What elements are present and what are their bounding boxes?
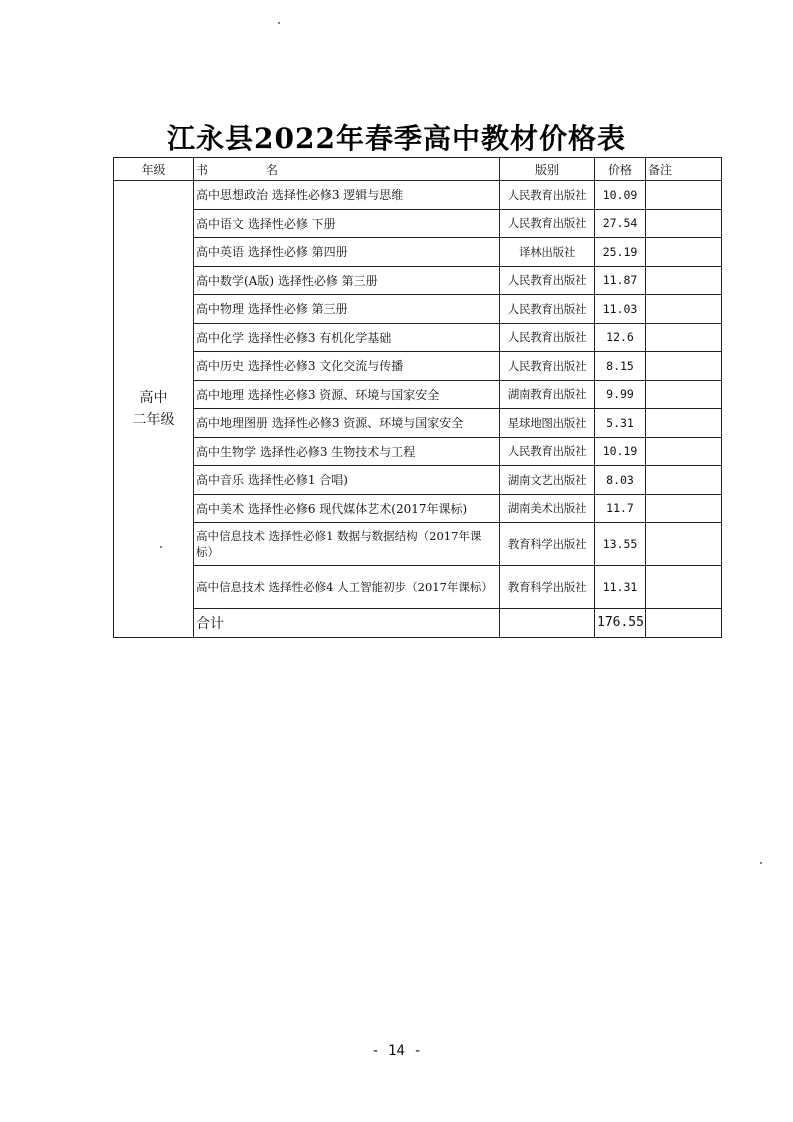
note-cell <box>646 494 722 523</box>
note-cell <box>646 409 722 438</box>
note-cell <box>646 466 722 495</box>
book-name-cell: 高中地理图册 选择性必修3 资源、环境与国家安全 <box>194 409 500 438</box>
scan-speck <box>760 862 762 864</box>
table-row <box>114 295 722 324</box>
note-cell <box>646 181 722 210</box>
price-cell: 5.31 <box>595 409 646 438</box>
table-row <box>114 266 722 295</box>
note-cell <box>646 266 722 295</box>
publisher-cell: 人民教育出版社 <box>500 352 595 381</box>
header-price: 价格 <box>595 158 646 181</box>
total-value: 176.55 <box>595 609 646 638</box>
grade-line-1: 高中 <box>139 389 168 406</box>
book-name-cell: 高中英语 选择性必修 第四册 <box>194 238 500 267</box>
header-book-prefix: 书 <box>196 162 209 177</box>
total-label: 合计 <box>194 609 500 638</box>
book-name-cell: 高中化学 选择性必修3 有机化学基础 <box>194 323 500 352</box>
note-cell <box>646 323 722 352</box>
publisher-cell: 人民教育出版社 <box>500 181 595 210</box>
textbook-price-table <box>113 157 722 638</box>
table-row <box>114 566 722 609</box>
table-row <box>114 238 722 267</box>
book-name-cell: 高中音乐 选择性必修1 合唱) <box>194 466 500 495</box>
note-cell <box>646 352 722 381</box>
grade-line-2: 二年级 <box>132 411 175 428</box>
price-cell: 10.19 <box>595 437 646 466</box>
header-note: 备注 <box>646 158 722 181</box>
book-name-cell: 高中地理 选择性必修3 资源、环境与国家安全 <box>194 380 500 409</box>
publisher-cell: 译林出版社 <box>500 238 595 267</box>
table-row <box>114 181 722 210</box>
header-book-name <box>194 158 500 181</box>
note-cell <box>646 566 722 609</box>
table-row <box>114 494 722 523</box>
note-cell <box>646 209 722 238</box>
table-row <box>114 323 722 352</box>
price-cell: 9.99 <box>595 380 646 409</box>
publisher-cell: 人民教育出版社 <box>500 295 595 324</box>
price-cell: 11.31 <box>595 566 646 609</box>
price-cell: 10.09 <box>595 181 646 210</box>
book-name-cell: 高中美术 选择性必修6 现代媒体艺术(2017年课标) <box>194 494 500 523</box>
total-row <box>114 609 722 638</box>
book-name-cell: 高中数学(A版) 选择性必修 第三册 <box>194 266 500 295</box>
book-name-cell: 高中思想政治 选择性必修3 逻辑与思维 <box>194 181 500 210</box>
note-cell <box>646 380 722 409</box>
publisher-cell: 教育科学出版社 <box>500 566 595 609</box>
note-cell <box>646 437 722 466</box>
price-cell: 13.55 <box>595 523 646 566</box>
publisher-cell: 教育科学出版社 <box>500 523 595 566</box>
book-name-cell: 高中生物学 选择性必修3 生物技术与工程 <box>194 437 500 466</box>
table-row <box>114 409 722 438</box>
header-publisher: 版别 <box>500 158 595 181</box>
note-cell <box>646 295 722 324</box>
price-cell: 11.7 <box>595 494 646 523</box>
scan-speck <box>160 546 162 548</box>
book-name-cell: 高中信息技术 选择性必修4 人工智能初步（2017年课标） <box>194 566 500 609</box>
publisher-cell: 湖南文艺出版社 <box>500 466 595 495</box>
table-row <box>114 380 722 409</box>
publisher-cell: 湖南教育出版社 <box>500 380 595 409</box>
table-row <box>114 523 722 566</box>
table-row <box>114 437 722 466</box>
book-name-cell: 高中信息技术 选择性必修1 数据与数据结构（2017年课标） <box>194 523 500 566</box>
table-row <box>114 466 722 495</box>
price-cell: 25.19 <box>595 238 646 267</box>
table-row <box>114 209 722 238</box>
price-cell: 12.6 <box>595 323 646 352</box>
publisher-cell: 星球地图出版社 <box>500 409 595 438</box>
publisher-cell: 湖南美术出版社 <box>500 494 595 523</box>
header-grade: 年级 <box>114 158 194 181</box>
note-cell <box>646 238 722 267</box>
table-row <box>114 352 722 381</box>
grade-cell <box>114 181 194 638</box>
note-cell <box>646 523 722 566</box>
scan-speck <box>278 22 280 24</box>
price-cell: 27.54 <box>595 209 646 238</box>
book-name-cell: 高中物理 选择性必修 第三册 <box>194 295 500 324</box>
table-header-row <box>114 158 722 181</box>
page-number: - 14 - <box>371 1043 422 1059</box>
price-cell: 11.03 <box>595 295 646 324</box>
document-title: 江永县2022年春季高中教材价格表 <box>167 122 626 155</box>
publisher-cell: 人民教育出版社 <box>500 323 595 352</box>
price-cell: 8.15 <box>595 352 646 381</box>
total-note-cell <box>646 609 722 638</box>
publisher-cell: 人民教育出版社 <box>500 437 595 466</box>
publisher-cell: 人民教育出版社 <box>500 209 595 238</box>
price-cell: 8.03 <box>595 466 646 495</box>
header-book-suffix: 名 <box>266 162 279 177</box>
price-cell: 11.87 <box>595 266 646 295</box>
total-publisher-cell <box>500 609 595 638</box>
book-name-cell: 高中语文 选择性必修 下册 <box>194 209 500 238</box>
book-name-cell: 高中历史 选择性必修3 文化交流与传播 <box>194 352 500 381</box>
publisher-cell: 人民教育出版社 <box>500 266 595 295</box>
